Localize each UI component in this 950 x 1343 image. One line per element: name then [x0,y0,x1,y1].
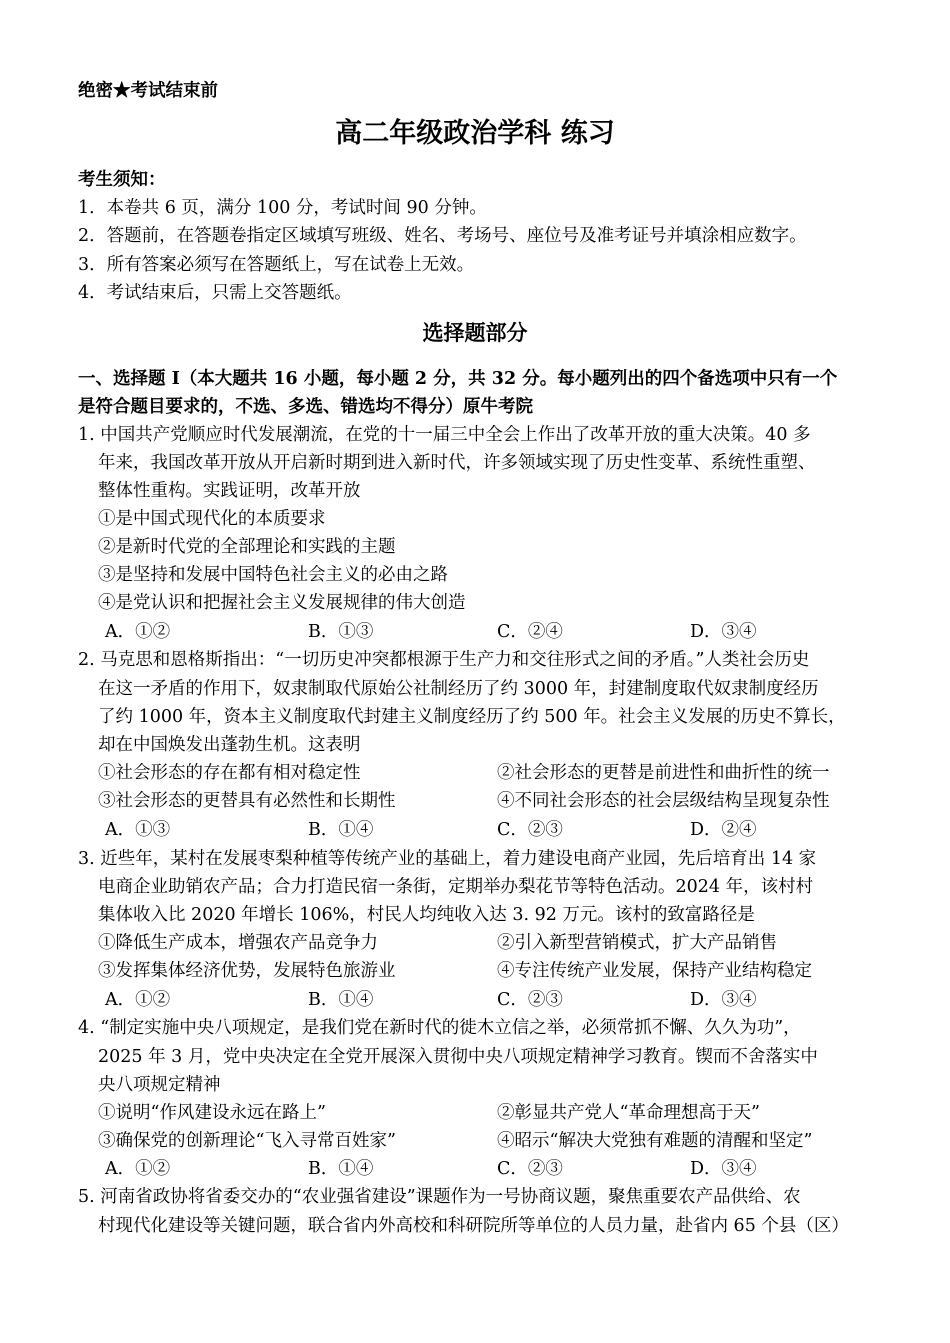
answer-option-d: D．②④ [690,820,757,840]
question-stem-line: 5. 河南省政协将省委交办的“农业强省建设”课题作为一号协商议题，聚焦重要农产品供给、农 [78,1187,801,1207]
section-instruction: 一、选择题 I（本大题共 16 小题，每小题 2 分，共 32 分。每小题列出的四个备选项中只有一个 [78,369,838,389]
question-stem-line: 村现代化建设等关键问题，联合省内外高校和科研院所等单位的人员力量，赴省内 65 个县（区） [98,1216,849,1236]
section-instruction: 是符合题目要求的，不选、多选、错选均不得分）原牛考院 [78,397,533,417]
answer-option-d: D．③④ [690,622,757,642]
question-item: ①社会形态的存在都有相对稳定性 [98,763,361,783]
notice-heading: 考生须知： [78,170,166,190]
question-stem-line: 2025 年 3 月，党中央决定在全党开展深入贯彻中央八项规定精神学习教育。锲而不舍落实中 [98,1047,818,1067]
question-item: ④专注传统产业发展，保持产业结构稳定 [497,961,812,981]
question-item: ④是党认识和把握社会主义发展规律的伟大创造 [98,593,466,613]
answer-option-a: A．①② [105,1159,171,1179]
question-item: ③发挥集体经济优势，发展特色旅游业 [98,961,396,981]
answer-option-a: A．①② [105,990,171,1010]
question-stem-line: 1. 中国共产党顺应时代发展潮流，在党的十一届三中全会上作出了改革开放的重大决策。40 多 [78,425,811,445]
question-stem-line: 在这一矛盾的作用下，奴隶制取代原始公社制经历了约 3000 年，封建制度取代奴隶制度经历 [98,679,819,699]
question-item: ①是中国式现代化的本质要求 [98,509,326,529]
answer-option-b: B．①④ [308,990,374,1010]
answer-option-a: A．①② [105,622,171,642]
question-item: ④不同社会形态的社会层级结构呈现复杂性 [497,791,830,811]
answer-option-b: B．①④ [308,820,374,840]
question-item: ②是新时代党的全部理论和实践的主题 [98,537,396,557]
notice-item: 2．答题前，在答题卷指定区域填写班级、姓名、考场号、座位号及准考证号并填涂相应数字。 [78,226,807,246]
question-stem-line: 年来，我国改革开放从开启新时期到进入新时代，许多领域实现了历史性变革、系统性重塑、 [98,453,816,473]
question-stem-line: 4. “制定实施中央八项规定，是我们党在新时代的徙木立信之举，必须常抓不懈、久久为功”， [78,1018,801,1038]
question-item: ④昭示“解决大党独有难题的清醒和坚定” [497,1131,813,1151]
question-item: ②社会形态的更替是前进性和曲折性的统一 [497,763,830,783]
answer-option-c: C．②③ [497,820,563,840]
answer-option-d: D．③④ [690,1159,757,1179]
question-stem-line: 了约 1000 年，资本主义制度取代封建主义制度经历了约 500 年。社会主义发展的历史不算长， [98,707,846,727]
question-stem-line: 3. 近些年，某村在发展枣梨种植等传统产业的基础上，着力建设电商产业园，先后培育出 14 家 [78,849,817,869]
answer-option-c: C．②③ [497,990,563,1010]
question-stem-line: 电商企业助销农产品；合力打造民宿一条街，定期举办梨花节等特色活动。2024 年，该村村 [98,877,814,897]
question-item: ①说明“作风建设永远在路上” [98,1103,326,1123]
notice-item: 4．考试结束后，只需上交答题纸。 [78,283,352,303]
confidential-label: 绝密★考试结束前 [78,81,218,101]
notice-item: 1．本卷共 6 页，满分 100 分，考试时间 90 分钟。 [78,198,487,218]
question-item: ③社会形态的更替具有必然性和长期性 [98,791,396,811]
question-stem-line: 整体性重构。实践证明，改革开放 [98,481,361,501]
question-item: ②彰显共产党人“革命理想高于天” [497,1103,760,1123]
answer-option-c: C．②③ [497,1159,563,1179]
notice-item: 3．所有答案必须写在答题纸上，写在试卷上无效。 [78,255,475,275]
question-stem-line: 2. 马克思和恩格斯指出：“一切历史冲突都根源于生产力和交往形式之间的矛盾。”人类社会历史 [78,650,810,670]
question-stem-line: 集体收入比 2020 年增长 106%，村民人均纯收入达 3. 92 万元。该村的致富路径是 [98,905,755,925]
answer-option-d: D．③④ [690,990,757,1010]
answer-option-c: C．②④ [497,622,563,642]
answer-option-b: B．①④ [308,1159,374,1179]
question-item: ①降低生产成本，增强农产品竞争力 [98,933,378,953]
answer-option-b: B．①③ [308,622,374,642]
question-item: ③是坚持和发展中国特色社会主义的必由之路 [98,565,448,585]
question-stem-line: 却在中国焕发出蓬勃生机。这表明 [98,735,361,755]
page-title: 高二年级政治学科 练习 [335,118,615,149]
answer-option-a: A．①③ [105,820,171,840]
question-item: ②引入新型营销模式，扩大产品销售 [497,933,777,953]
question-stem-line: 央八项规定精神 [98,1075,221,1095]
section-title: 选择题部分 [422,320,528,345]
question-item: ③确保党的创新理论“飞入寻常百姓家” [98,1131,396,1151]
